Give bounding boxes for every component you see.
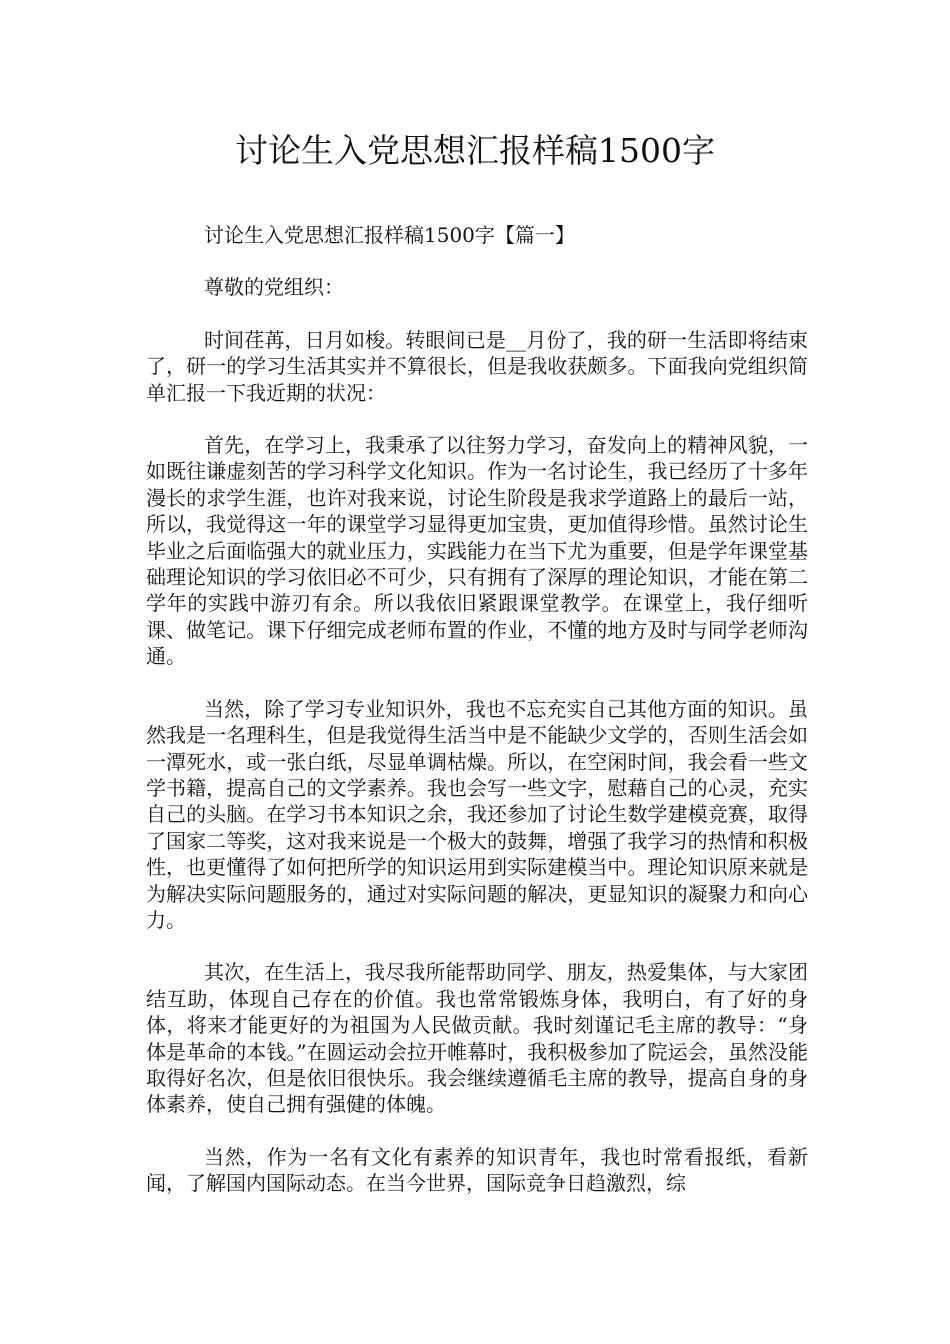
paragraph-4: 其次，在生活上，我尽我所能帮助同学、朋友，热爱集体，与大家团结互助，体现自己存在的价值。我也常常锻炼身体，我明白，有了好的身体，将来才能更好的为祖国为人民做贡献。我时刻谨记毛主席的教导：“身体是革命的本钱。”在圆运动会拉开帷幕时，我积极参加了院运会，虽然没能取得好名次，但是依旧很快乐。我会继续遵循毛主席的教导，提高自身的身体素养，使自己拥有强健的体魄。 bbox=[146, 960, 808, 1117]
salutation: 尊敬的党组织： bbox=[204, 275, 344, 300]
paragraph-5: 当然，作为一名有文化有素养的知识青年，我也时常看报纸，看新闻，了解国内国际动态。在当今世界，国际竞争日趋激烈，综 bbox=[146, 1144, 808, 1196]
paragraph-2: 首先，在学习上，我秉承了以往努力学习，奋发向上的精神风貌，一如既往谦虚刻苦的学习科学文化知识。作为一名讨论生，我已经历了十多年漫长的求学生涯，也许对我来说，讨论生阶段是我求学道路上的最后一站，所以，我觉得这一年的课堂学习显得更加宝贵，更加值得珍惜。虽然讨论生毕业之后面临强大的就业压力，实践能力在当下尤为重要，但是学年课堂基础理论知识的学习依旧必不可少，只有拥有了深厚的理论知识，才能在第二学年的实践中游刃有余。所以我依旧紧跟课堂教学。在课堂上，我仔细听课、做笔记。课下仔细完成老师布置的作业，不懂的地方及时与同学老师沟通。 bbox=[146, 433, 808, 669]
section-heading: 讨论生入党思想汇报样稿1500字【篇一】 bbox=[204, 223, 575, 247]
paragraph-1: 时间荏苒，日月如梭。转眼间已是__月份了，我的研一生活即将结束了，研一的学习生活其实并不算很长，但是我收获颇多。下面我向党组织简单汇报一下我近期的状况： bbox=[146, 327, 808, 405]
document-title: 讨论生入党思想汇报样稿1500字 bbox=[235, 131, 715, 170]
document-body bbox=[146, 222, 808, 1223]
paragraph-3: 当然，除了学习专业知识外，我也不忘充实自己其他方面的知识。虽然我是一名理科生，但是我觉得生活当中是不能缺少文学的，否则生活会如一潭死水，或一张白纸，尽显单调枯燥。所以，在空闲时间，我会看一些文学书籍，提高自己的文学素养。我也会写一些文字，慰藉自己的心灵，充实自己的头脑。在学习书本知识之余，我还参加了讨论生数学建模竞赛，取得了国家二等奖，这对我来说是一个极大的鼓舞，增强了我学习的热情和积极性，也更懂得了如何把所学的知识运用到实际建模当中。理论知识原来就是为解决实际问题服务的，通过对实际问题的解决，更显知识的凝聚力和向心力。 bbox=[146, 696, 808, 932]
